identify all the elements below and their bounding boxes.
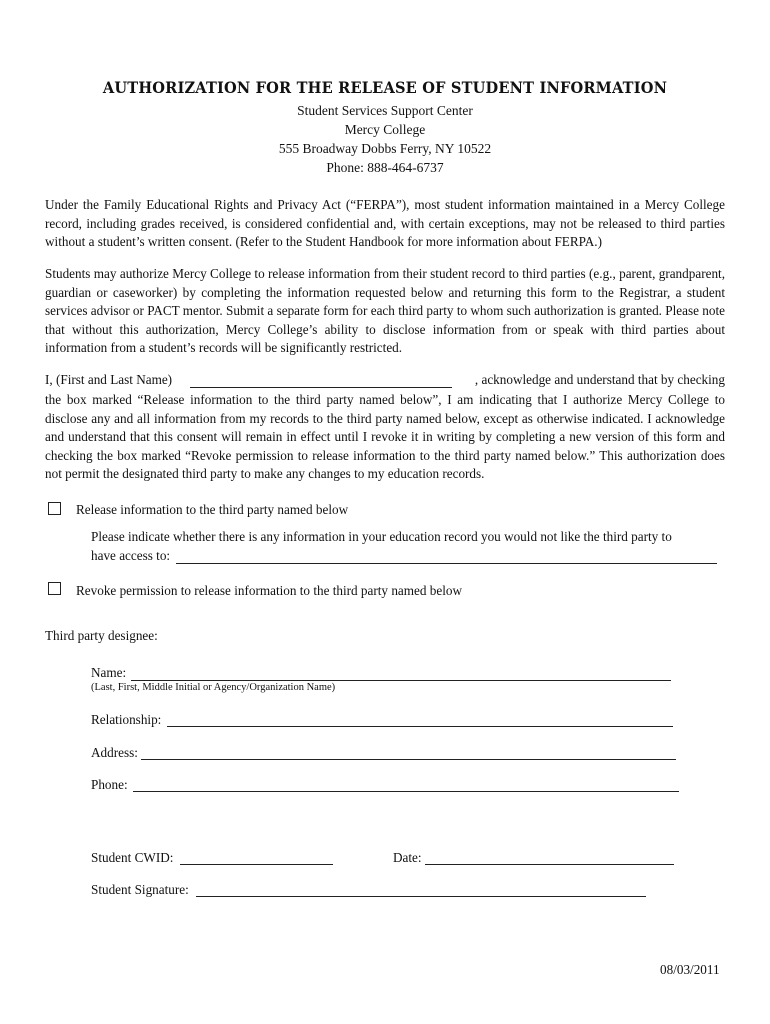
signature-label: Student Signature: [91,882,189,897]
relationship-label: Relationship: [91,712,162,727]
address-label: Address: [91,745,138,760]
cwid-label: Student CWID: [91,850,174,865]
phone-label: Phone: [91,777,128,792]
revoke-label: Revoke permission to release information to the third party named below [76,583,462,598]
student-name-line[interactable] [190,387,452,388]
designee-heading: Third party designee: [45,628,158,643]
ack-suffix: , acknowledge and understand that by checking [474,372,725,387]
ack-prefix: I, (First and Last Name) [45,372,173,387]
revision-date: 08/03/2011 [660,962,720,977]
date-line[interactable] [425,864,674,865]
ack-paragraph: the box marked “Release information to the third party named below”, I am indicating that I authorize Mercy College to disclose any and all information from my records to the third party named below, except as otherwise indicated. I acknowledge and understand that this consent will remain in effect until I revoke it in writing by completing a new version of this form and checking the box marked “Revoke permission to release information to the third party named below.” This authorization does not permit the designated third party to make any changes to my education records. [45,392,725,481]
college-phone: Phone: 888-464-6737 [326,160,444,175]
name-label: Name: [91,665,127,680]
signature-line[interactable] [196,896,646,897]
restricted-info-line[interactable] [176,563,717,564]
designee-name-line[interactable] [131,680,671,681]
college-name: Mercy College [344,122,426,137]
ferpa-paragraph: Under the Family Educational Rights and Privacy Act (“FERPA”), most student information maintained in a Mercy College record, including grades received, is considered confidential and, with certain exceptions, may not be released to third parties without a student’s written consent. (Refer to the Student Handbook for more information about FERPA.) [45,197,725,249]
release-checkbox[interactable] [48,502,61,515]
revoke-checkbox[interactable] [48,582,61,595]
release-note-line1: Please indicate whether there is any information in your education record you would not like the third party to [91,529,672,544]
cwid-line[interactable] [180,864,333,865]
office-name: Student Services Support Center [297,103,473,118]
date-label: Date: [393,850,422,865]
authorization-paragraph: Students may authorize Mercy College to release information from their student record to third parties (e.g., parent, grandparent, guardian or caseworker) by completing the information requested below and returning this form to the Registrar, a student services advisor or PACT mentor. Submit a separate form for each third party to whom such authorization is granted. Please note that without this authorization, Mercy College’s ability to disclose information from or speak with third parties about information from a student’s records will be significantly restricted. [45,266,725,355]
phone-line[interactable] [133,791,679,792]
relationship-line[interactable] [167,726,673,727]
form-title: AUTHORIZATION FOR THE RELEASE OF STUDENT INFORMATION [102,78,668,97]
name-hint: (Last, First, Middle Initial or Agency/Organization Name) [91,682,336,693]
release-note-line2: have access to: [91,548,171,563]
release-label: Release information to the third party named below [76,502,349,517]
address-line[interactable] [141,759,676,760]
college-address: 555 Broadway Dobbs Ferry, NY 10522 [278,141,492,156]
